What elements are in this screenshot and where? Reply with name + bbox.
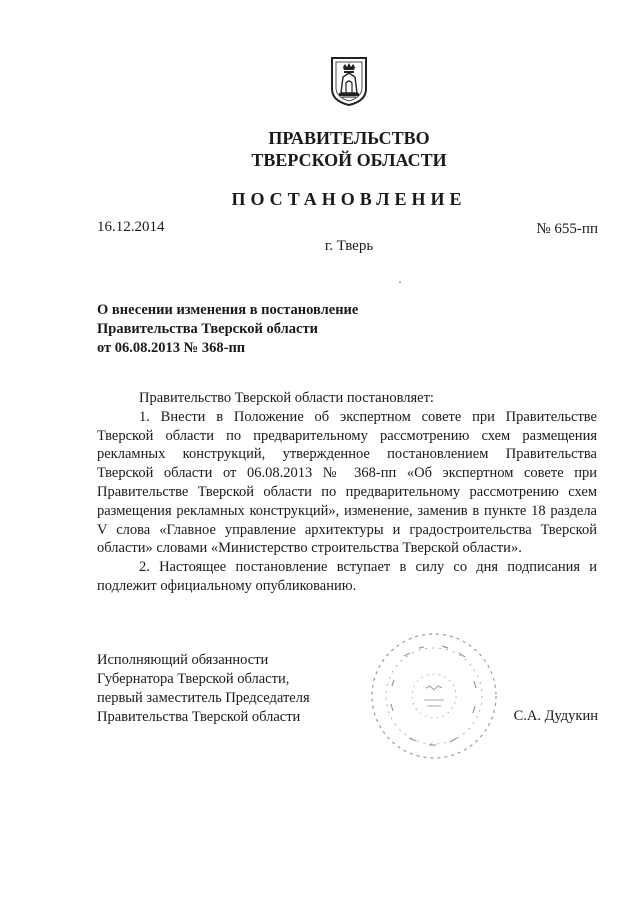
signer-position-line3: первый заместитель Председателя <box>97 690 310 706</box>
subject-line2: Правительства Тверской области <box>97 321 318 337</box>
document-subject <box>97 301 358 358</box>
body-intro: Правительство Тверской области постановляет: <box>139 390 434 406</box>
document-body <box>97 389 597 596</box>
org-title-line1: ПРАВИТЕЛЬСТВО <box>268 128 430 148</box>
body-item-2: 2. Настоящее постановление вступает в силу со дня подписания и подлежит официальному опубликованию. <box>97 559 597 594</box>
signer-name: С.А. Дудукин <box>513 708 598 724</box>
document-city: г. Тверь <box>324 238 374 254</box>
org-title-line2: ТВЕРСКОЙ ОБЛАСТИ <box>251 150 447 170</box>
subject-line1: О внесении изменения в постановление <box>97 302 359 318</box>
body-item-1: 1. Внести в Положение об экспертном совете при Правительстве Тверской области по предварительному рассмотрению схем размещения рекламных конструкций, утвержденное постановлением Правительства Тверской области от 06.08.2013 № 368-пп «Об экспертном совете при Правительстве Тверской области по предварительному рассмотрению схем размещения рекламных конструкций», изменение, заменив в пункте 18 раздела V слова «Главное управление архитектуры и градостроительства Тверской области» словами «Министерство строительства Тверской области». <box>97 408 597 557</box>
subject-line3: от 06.08.2013 № 368-пп <box>97 340 246 356</box>
tver-coat-of-arms-icon <box>329 55 369 107</box>
official-seal-stamp-icon <box>364 626 504 766</box>
organization-title <box>0 127 640 171</box>
document-date: 16.12.2014 <box>97 219 165 235</box>
signer-position-line1: Исполняющий обязанности <box>97 652 269 668</box>
signature-block <box>97 651 310 727</box>
document-type-heading: ПОСТАНОВЛЕНИЕ <box>231 189 467 209</box>
document-number: № 655-пп <box>536 221 598 237</box>
signer-position-line4: Правительства Тверской области <box>97 709 301 725</box>
scan-speck <box>399 281 401 283</box>
signer-position-line2: Губернатора Тверской области, <box>97 671 290 687</box>
